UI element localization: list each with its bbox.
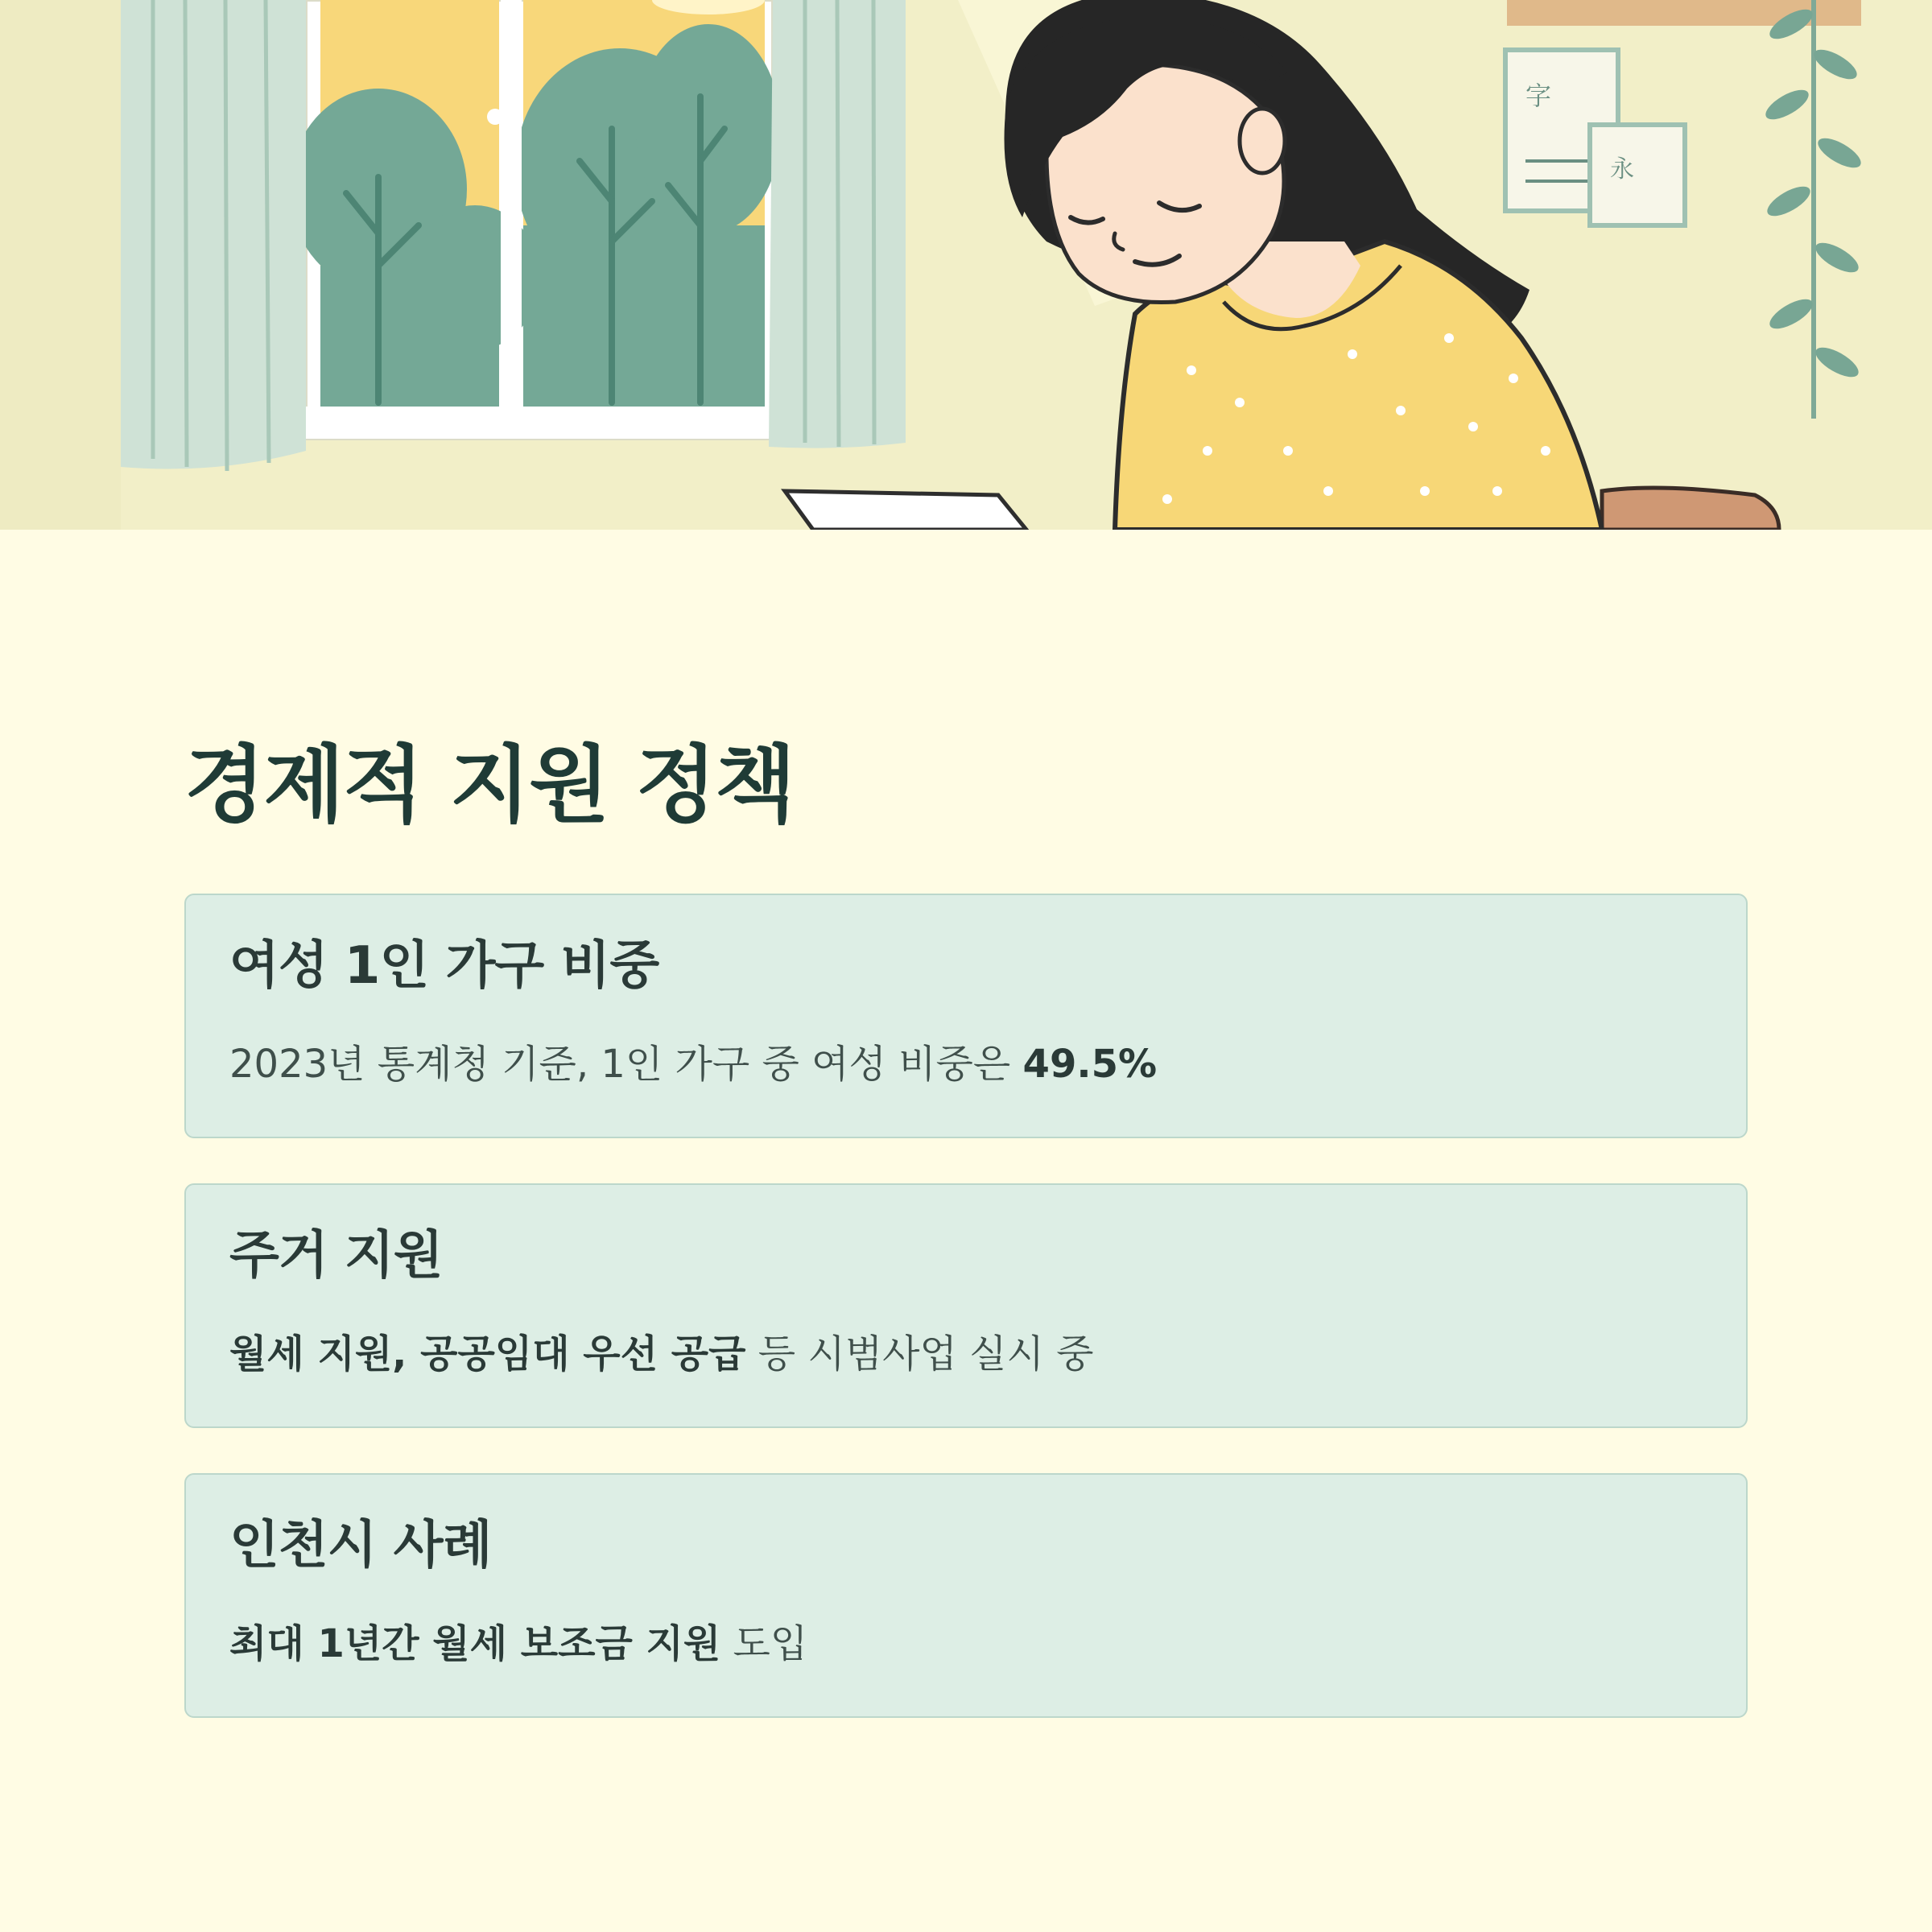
card-body-highlight: 최대 1년간 월세 보조금 지원 bbox=[229, 1621, 721, 1666]
info-card-female-single-household bbox=[184, 894, 1748, 1138]
card-body-highlight: 월세 지원, 공공임대 우선 공급 bbox=[229, 1331, 746, 1377]
page-title: 경제적 지원 정책 bbox=[184, 736, 795, 834]
card-title: 주거 지원 bbox=[229, 1226, 443, 1286]
card-title: 여성 1인 가구 비중 bbox=[229, 936, 659, 996]
info-card-incheon-case bbox=[184, 1473, 1748, 1718]
svg-text:字: 字 bbox=[1525, 80, 1552, 111]
card-body bbox=[229, 1620, 807, 1668]
card-title: 인천시 사례 bbox=[229, 1516, 492, 1575]
card-body-text: 도입 bbox=[720, 1621, 808, 1666]
hero-illustration bbox=[0, 0, 1932, 530]
hero-illustration-svg bbox=[0, 0, 1932, 530]
card-body bbox=[229, 1040, 1157, 1088]
card-body-text: 등 시범사업 실시 중 bbox=[745, 1331, 1094, 1377]
svg-text:永: 永 bbox=[1610, 155, 1634, 184]
card-body-highlight: 49.5% bbox=[1022, 1042, 1158, 1087]
card-body-text: 2023년 통계청 기준, 1인 가구 중 여성 비중은 bbox=[229, 1042, 1023, 1087]
info-card-housing-support bbox=[184, 1183, 1748, 1428]
main-content bbox=[184, 724, 1749, 1666]
card-body bbox=[229, 1330, 1093, 1378]
